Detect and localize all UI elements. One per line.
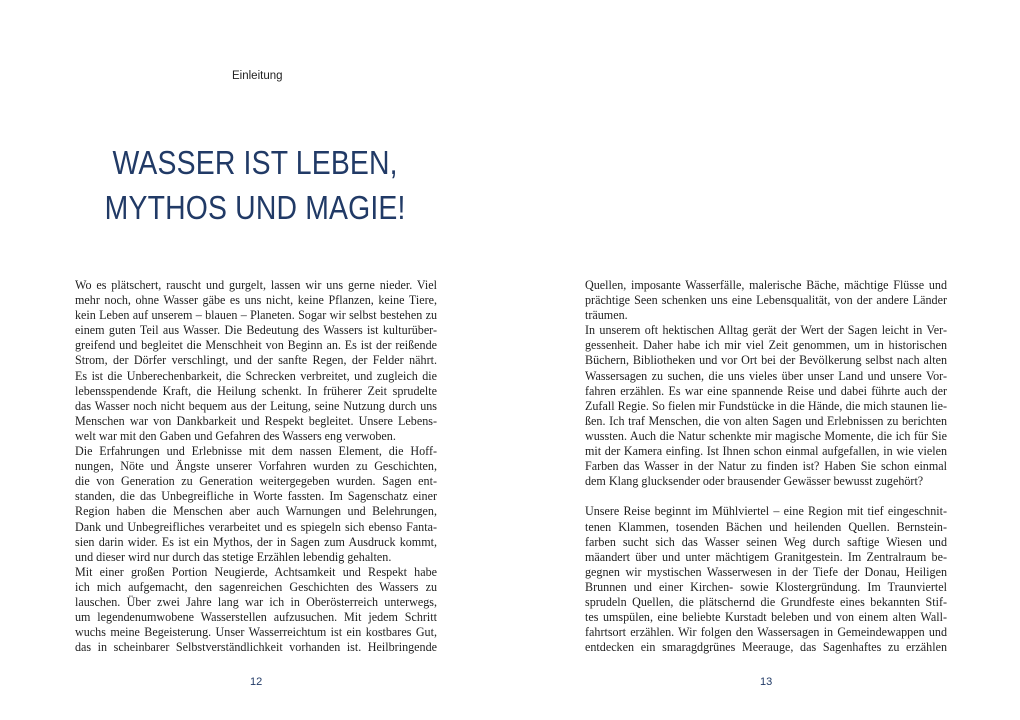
paragraph-gap (585, 489, 947, 504)
text-line: die von Generation zu Generation weitergegeben wurden. Sagen ent- (75, 474, 437, 489)
text-line: tes umspülen, eine beliebte Kurstadt beleben und von einem alten Wall- (585, 610, 947, 625)
text-line: Zufall Regie. So fielen mir Fundstücke in die Hände, die mich staunen lie- (585, 398, 947, 413)
text-line: mehr noch, ohne Wasser gäbe es uns nicht, keine Pflanzen, keine Tiere, (75, 293, 437, 308)
right-body-text (585, 278, 947, 655)
text-line: Region haben die Menschen aber auch Warnungen und Belehrungen, (75, 504, 437, 519)
text-line: welt war mit den Gaben und Gefahren des Wassers eng verwoben. (75, 428, 396, 443)
text-line: entdecken ein smaragdgrünes Meeraugе, das Sagenhaftes zu erzählen (585, 640, 947, 655)
chapter-title-line-1: WASSER IST LEBEN, (112, 144, 398, 181)
text-line: Es ist die Unberechenbarkeit, die Schrecken verbreitet, und zugleich die (75, 368, 437, 383)
text-line: ich mich aufgemacht, den sagenreichen Geschichten des Wassers zu (75, 579, 437, 594)
text-line: tenen Klammen, tosenden Bächen und heilenden Quellen. Bernstein- (585, 519, 947, 534)
text-line: sien darin wider. Es ist ein Mythos, der in Sagen zum Ausdruck kommt, (75, 534, 437, 549)
text-line: prächtige Seen schenken uns eine Lebensqualität, von der andere Länder (585, 293, 947, 308)
text-line: Die Erfahrungen und Erlebnisse mit dem nassen Element, die Hoff- (75, 444, 437, 459)
text-line: dem Klang glucksender oder brausender Gewässer bewusst zugehört? (585, 474, 924, 489)
text-line: das in scheinbarer Selbstverständlichkeit vorhanden ist. Heilbringende (75, 640, 437, 655)
page-number-right: 13 (760, 676, 773, 688)
text-line: Wassersagen zu suchen, die uns vieles über unser Land und unsere Vor- (585, 368, 947, 383)
text-line: Dank und Unbegreifliches verarbeitet und es spiegeln sich ebenso Fanta- (75, 519, 437, 534)
text-line: Büchern, Bibliotheken und vor Ort bei der Bevölkerung selbst nach alten (585, 353, 947, 368)
text-line: gegnen wir mystischen Wasserwesen in der Tiefe der Donau, Heiligen (585, 564, 947, 579)
section-label: Einleitung (232, 70, 283, 82)
page-number-left: 12 (250, 676, 263, 688)
left-body-text (75, 278, 437, 655)
text-line: einem guten Teil aus Wasser. Die Bedeutung des Wassers ist kulturüber- (75, 323, 437, 338)
text-line: Strom, der Dörfer verschlingt, und der sanfte Regen, der Felder nährt. (75, 353, 437, 368)
text-line: gessenheit. Daher habe ich mir viel Zeit genommen, um in historischen (585, 338, 947, 353)
chapter-title-line-2: MYTHOS UND MAGIE! (104, 189, 406, 226)
text-line: um legendenumwobene Wasserstellen aufzusuchen. Mit jedem Schritt (75, 610, 437, 625)
text-line: Unsere Reise beginnt im Mühlviertel – eine Region mit tief eingeschnit- (585, 504, 947, 519)
text-line: farben sucht sich das Wasser seinen Weg durch saftige Wiesen und (585, 534, 947, 549)
text-line: mäandert über und unter mächtigem Granitgestein. Im Zentralraum be- (585, 549, 947, 564)
text-line: nungen, Nöte und Ängste unserer Vorfahren wurden zu Geschichten, (75, 459, 437, 474)
text-line: Wo es plätschert, rauscht und gurgelt, lassen wir uns gerne nieder. Viel (75, 278, 437, 292)
text-line: das Wasser noch nicht bequem aus der Leitung, seine Nutzung durch uns (75, 398, 437, 413)
text-line: träumen. (585, 308, 628, 323)
text-line: standen, die das Unbegreifliche in Worte fassten. Im Sagenschatz einer (75, 489, 437, 504)
text-line: wuchs meine Begeisterung. Unser Wasserreichtum ist ein kostbares Gut, (75, 625, 437, 640)
text-line: lebensspendende Kraft, die Heilung schenkt. In früherer Zeit sprudelte (75, 383, 437, 398)
text-line: Farben das Wasser in der Natur zu finden ist? Haben Sie schon einmal (585, 459, 947, 474)
text-line: Quellen, imposante Wasserfälle, malerische Bäche, mächtige Flüsse und (585, 278, 947, 292)
text-line: ßen. Ich traf Menschen, die von alten Sagen und Erlebnissen zu berichten (585, 413, 947, 428)
chapter-title (36, 140, 475, 230)
text-line: Mit einer großen Portion Neugierde, Achtsamkeit und Respekt habe (75, 564, 437, 579)
text-line: lauschen. Über zwei Jahre lang war ich in Oberösterreich unterwegs, (75, 594, 437, 609)
text-line: wussten. Auch die Natur schenkte mir magische Momente, die ich für Sie (585, 428, 947, 443)
text-line: fahrtsort erzählen. Wir folgen den Wassersagen in Gemeindewappen und (585, 625, 947, 640)
text-line: greifend und begleitet die Menschheit von Beginn an. Es ist der reißende (75, 338, 437, 353)
text-line: mit der Kamera einfing. Ist Ihnen schon einmal aufgefallen, in wie vielen (585, 444, 947, 459)
text-line: Menschen war von Dankbarkeit und Respekt begleitet. Unsere Lebens- (75, 413, 437, 428)
text-line: Brunnen und einer Kirchen- sowie Klostergründung. Im Traunviertel (585, 579, 947, 594)
text-line: fahren erzählen. Es war eine spannende Reise und dabei führte auch der (585, 383, 947, 398)
text-line: sprudeln Quellen, die plätschernd die Grundfeste eines bekannten Stif- (585, 594, 947, 609)
text-line: In unserem oft hektischen Alltag gerät der Wert der Sagen leicht in Ver- (585, 323, 947, 338)
text-line: kein Leben auf unserem – blauen – Planeten. Sogar wir selbst bestehen zu (75, 308, 437, 323)
text-line: und dieser wird nur durch das stetige Erzählen lebendig gehalten. (75, 549, 392, 564)
right-page (510, 0, 1020, 720)
